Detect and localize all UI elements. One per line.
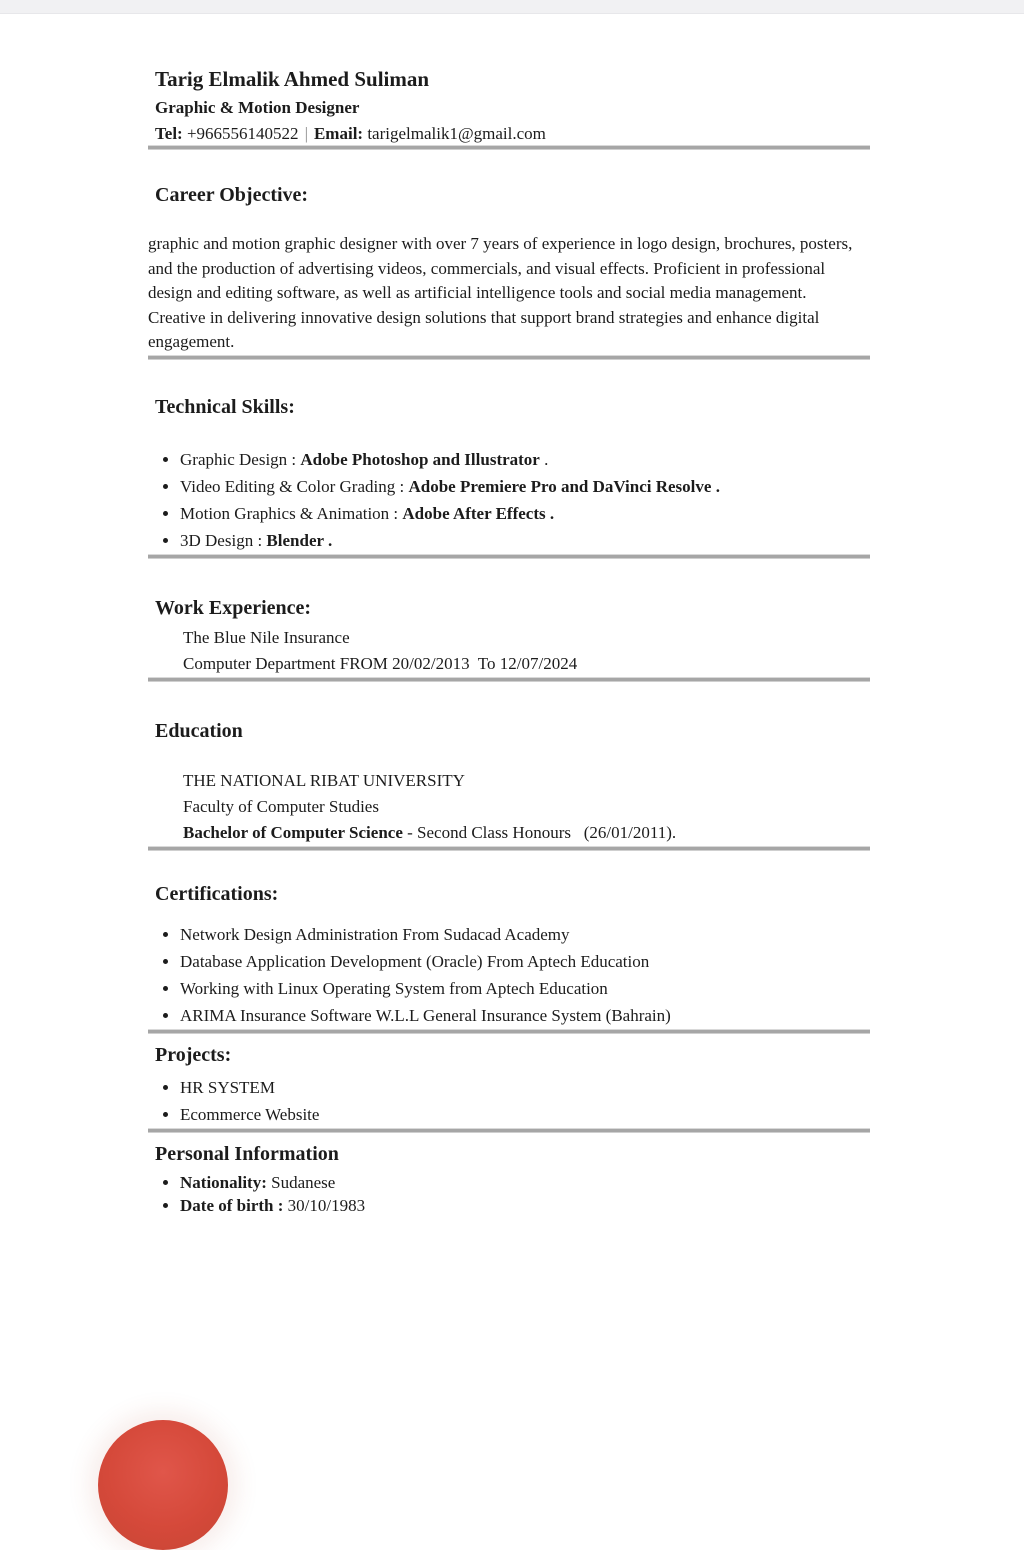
section-heading-work-experience: Work Experience:	[155, 596, 312, 619]
career-objective-text: graphic and motion graphic designer with over 7 years of experience in logo design, brochures, posters, and the production of advertising videos, commercials, and visual effects. Proficient in professional design and editing software, as well as artificial intelligence tools and social media management. Creative in delivering innovative design solutions that support brand strategies and enhance digital engagement.	[148, 234, 853, 351]
divider	[148, 677, 870, 682]
viewer-top-strip	[0, 0, 1024, 14]
candidate-name: Tarig Elmalik Ahmed Suliman	[155, 67, 430, 91]
project-item: • HR SYSTEM	[180, 1074, 870, 1101]
personal-info-item: • Date of birth : 30/10/1983	[180, 1194, 870, 1217]
skill-item: • Video Editing & Color Grading : Adobe Premiere Pro and DaVinci Resolve .	[180, 473, 870, 500]
skill-item: • 3D Design : Blender .	[180, 527, 870, 554]
education-university: THE NATIONAL RIBAT UNIVERSITY	[183, 770, 465, 790]
work-experience-block	[155, 625, 870, 677]
candidate-title: Graphic & Motion Designer	[155, 98, 360, 117]
section-heading-technical-skills: Technical Skills:	[155, 395, 295, 418]
certification-item: • Working with Linux Operating System from Aptech Education	[180, 975, 870, 1002]
work-experience-period: Computer Department FROM 20/02/2013 To 12/07/2024	[183, 653, 578, 673]
tel-value: +966556140522	[182, 124, 299, 143]
personal-information-list	[148, 1171, 870, 1217]
resume-header	[155, 66, 870, 145]
email-label: Email:	[313, 124, 364, 143]
certification-item: • Database Application Development (Oracle) From Aptech Education	[180, 948, 870, 975]
divider	[148, 1128, 870, 1133]
divider	[148, 355, 870, 360]
skill-item: • Graphic Design : Adobe Photoshop and Illustrator .	[180, 446, 870, 473]
section-heading-personal-information: Personal Information	[155, 1142, 339, 1165]
education-degree: Bachelor of Computer Science - Second Class Honours (26/01/2011).	[183, 822, 677, 842]
personal-info-item: • Nationality: Sudanese	[180, 1171, 870, 1194]
section-heading-certifications: Certifications:	[155, 882, 279, 905]
divider	[148, 145, 870, 150]
certifications-list	[148, 921, 870, 1029]
section-heading-career-objective: Career Objective:	[155, 184, 309, 206]
resume-content	[148, 0, 870, 1217]
divider	[148, 1029, 870, 1034]
tel-label: Tel:	[155, 124, 183, 143]
section-heading-projects: Projects:	[155, 1043, 232, 1066]
education-faculty: Faculty of Computer Studies	[183, 796, 379, 816]
project-item: • Ecommerce Website	[180, 1101, 870, 1128]
section-heading-education: Education	[155, 719, 243, 742]
certification-item: • Network Design Administration From Sudacad Academy	[180, 921, 870, 948]
divider	[148, 846, 870, 851]
education-block	[155, 768, 870, 846]
technical-skills-list	[148, 446, 870, 554]
floating-action-button[interactable]	[98, 1420, 228, 1550]
certification-item: • ARIMA Insurance Software W.L.L General Insurance System (Bahrain)	[180, 1002, 870, 1029]
email-value: tarigelmalik1@gmail.com	[363, 124, 546, 143]
projects-list	[148, 1074, 870, 1128]
contact-line	[155, 123, 870, 145]
work-experience-company: The Blue Nile Insurance	[183, 627, 350, 647]
contact-separator: |	[304, 124, 308, 143]
skill-item: • Motion Graphics & Animation : Adobe After Effects .	[180, 500, 870, 527]
divider	[148, 554, 870, 559]
